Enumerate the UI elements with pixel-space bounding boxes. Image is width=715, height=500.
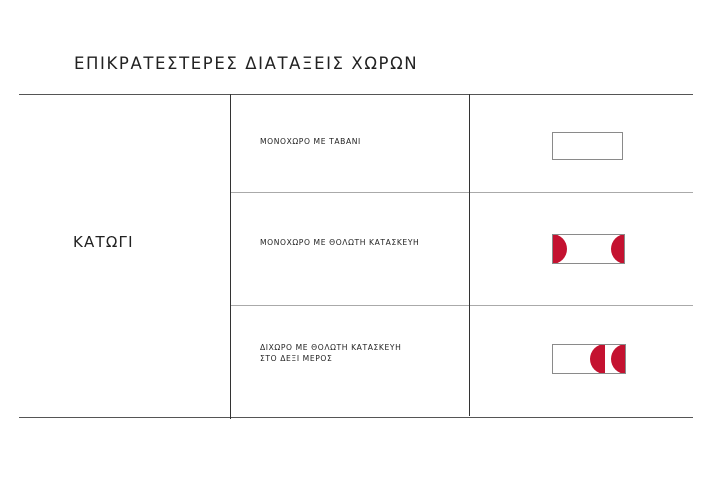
row-label: ΜΟΝΟΧΩΡΟ ΜΕ ΘΟΛΩΤΗ ΚΑΤΑΣΚΕΥΗ xyxy=(260,238,420,247)
column-divider xyxy=(230,94,231,419)
floor-plan-single-room-vaulted xyxy=(552,234,625,264)
page-title: ΕΠΙΚΡΑΤΕΣΤΕΡΕΣ ΔΙΑΤΑΞΕΙΣ ΧΩΡΩΝ xyxy=(74,54,419,73)
vault-middle-icon xyxy=(590,344,605,374)
row-label: ΜΟΝΟΧΩΡΟ ΜΕ ΤΑΒΑΝΙ xyxy=(260,137,361,146)
table-bottom-rule xyxy=(19,417,693,418)
row-label xyxy=(260,342,401,364)
floor-plan-single-room-ceiling xyxy=(552,132,623,160)
vault-right-icon xyxy=(611,234,625,264)
category-label: ΚΑΤΩΓΙ xyxy=(73,233,134,251)
row-divider xyxy=(230,305,693,306)
column-divider xyxy=(469,94,470,416)
vault-right-icon xyxy=(611,344,626,374)
row-label-line: ΣΤΟ ΔΕΞΙ ΜΕΡΟΣ xyxy=(260,354,333,363)
row-label-line: ΔΙΧΩΡΟ ΜΕ ΘΟΛΩΤΗ ΚΑΤΑΣΚΕΥΗ xyxy=(260,343,402,352)
table-top-rule xyxy=(19,94,693,95)
floor-plan-two-room-vaulted-right xyxy=(552,344,626,374)
vault-left-icon xyxy=(552,234,567,264)
row-divider xyxy=(230,192,693,193)
